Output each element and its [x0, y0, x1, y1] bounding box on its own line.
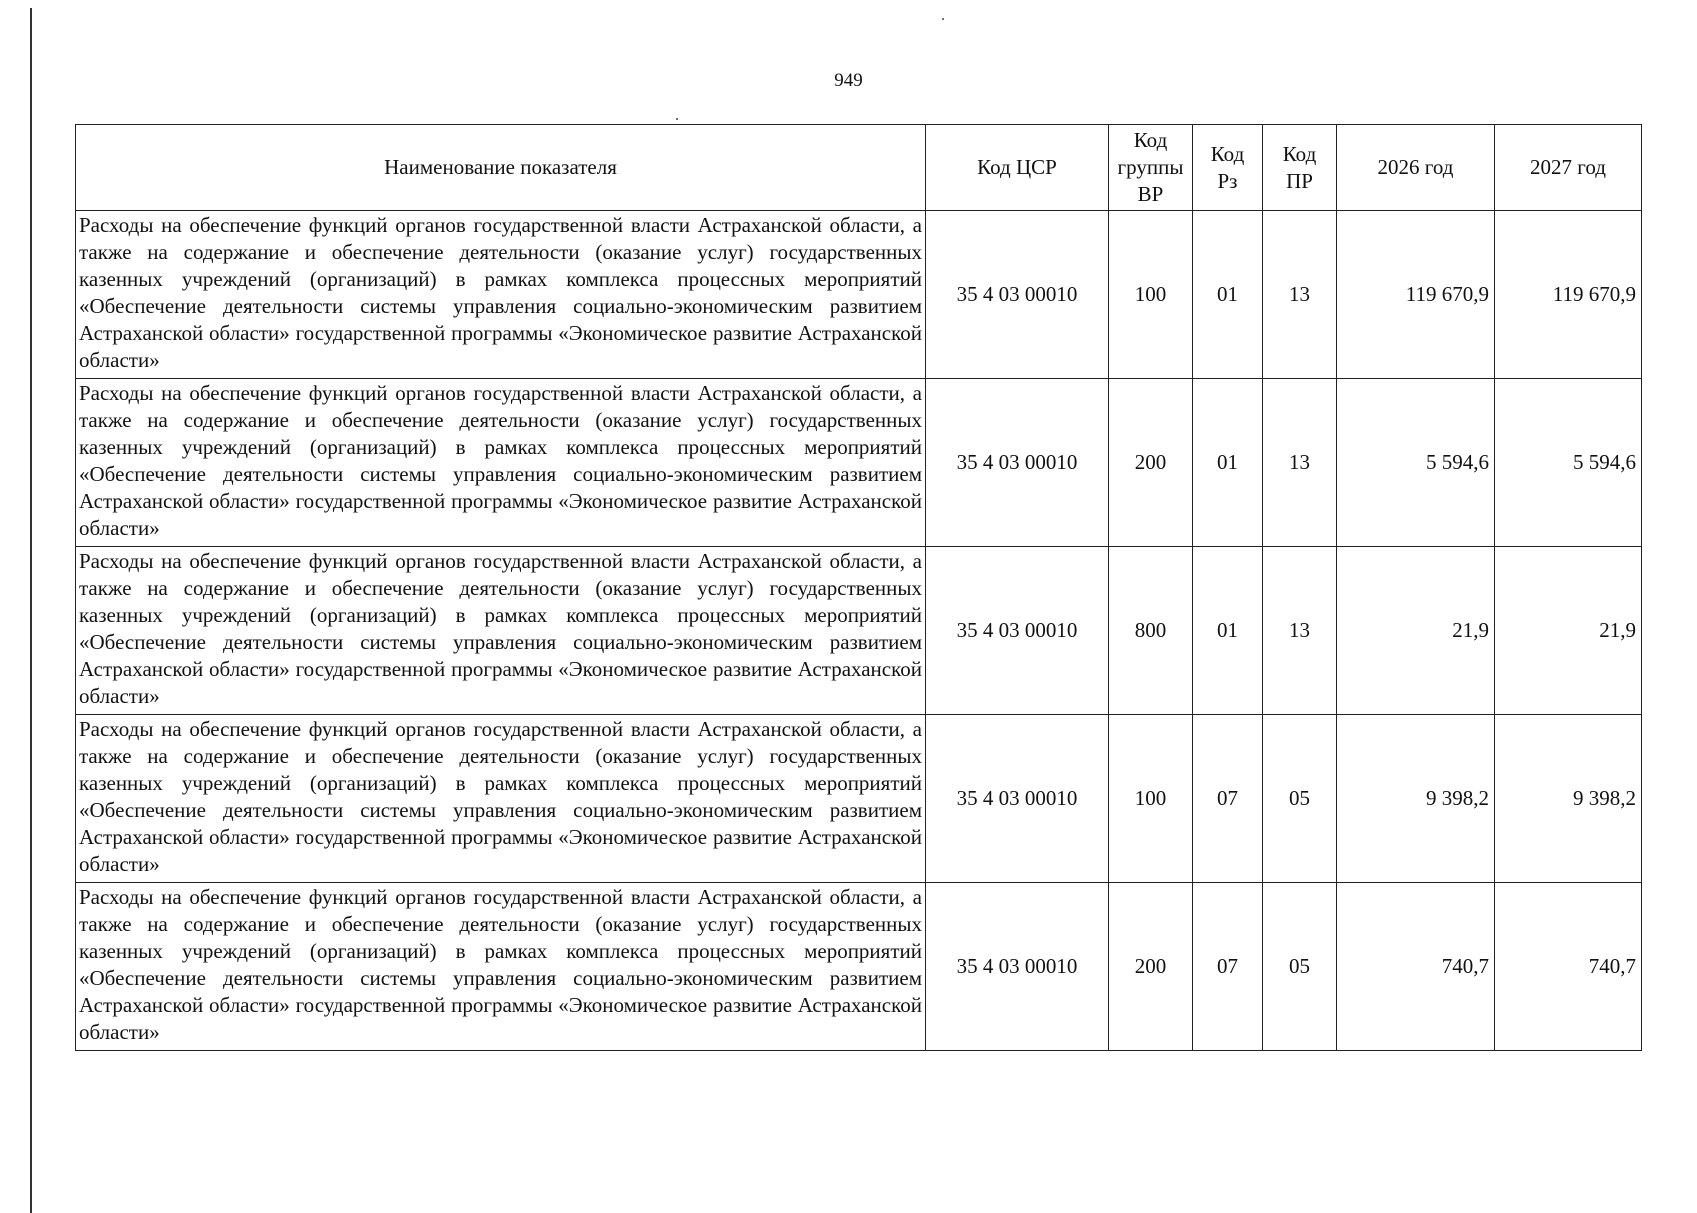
row-vr-code: 800 [1109, 547, 1193, 715]
row-pr-code: 05 [1263, 883, 1337, 1051]
header-name: Наименование показателя [76, 125, 926, 211]
table-row [76, 715, 1642, 883]
row-rz-code: 01 [1193, 211, 1263, 379]
row-csr-code: 35 4 03 00010 [926, 379, 1109, 547]
row-amount-2027: 21,9 [1495, 547, 1642, 715]
header-year-2026: 2026 год [1337, 125, 1495, 211]
row-pr-code: 13 [1263, 547, 1337, 715]
budget-table [75, 124, 1642, 1051]
row-csr-code: 35 4 03 00010 [926, 547, 1109, 715]
row-vr-code: 100 [1109, 715, 1193, 883]
row-amount-2027: 9 398,2 [1495, 715, 1642, 883]
row-rz-code: 01 [1193, 379, 1263, 547]
header-rz-code [1193, 125, 1263, 211]
header-vr-line2: группы [1117, 155, 1184, 179]
row-csr-code: 35 4 03 00010 [926, 883, 1109, 1051]
row-csr-code: 35 4 03 00010 [926, 715, 1109, 883]
row-amount-2026: 9 398,2 [1337, 715, 1495, 883]
row-amount-2026: 119 670,9 [1337, 211, 1495, 379]
row-name: Расходы на обеспечение функций органов государственной власти Астраханской области, а также на содержание и обеспечение деятельности (оказание услуг) государственных казенных учреждений (организаций) в рамках комплекса процессных мероприятий «Обеспечение деятельности системы управления социально-экономическим развитием Астраханской области» государственной программы «Экономическое развитие Астраханской области» [76, 883, 926, 1051]
row-amount-2027: 740,7 [1495, 883, 1642, 1051]
table-header-row [76, 125, 1642, 211]
header-vr-line1: Код [1133, 128, 1168, 152]
row-amount-2026: 5 594,6 [1337, 379, 1495, 547]
row-rz-code: 01 [1193, 547, 1263, 715]
table-row [76, 547, 1642, 715]
header-rz-line1: Код [1210, 141, 1245, 166]
table-row [76, 211, 1642, 379]
row-name: Расходы на обеспечение функций органов государственной власти Астраханской области, а также на содержание и обеспечение деятельности (оказание услуг) государственных казенных учреждений (организаций) в рамках комплекса процессных мероприятий «Обеспечение деятельности системы управления социально-экономическим развитием Астраханской области» государственной программы «Экономическое развитие Астраханской области» [76, 379, 926, 547]
row-csr-code: 35 4 03 00010 [926, 211, 1109, 379]
header-rz-line2: Рз [1217, 168, 1238, 193]
header-vr-code [1109, 125, 1193, 211]
row-pr-code: 13 [1263, 379, 1337, 547]
header-pr-line1: Код [1282, 141, 1317, 166]
header-csr-code: Код ЦСР [926, 125, 1109, 211]
scan-speck [676, 118, 678, 120]
header-year-2027: 2027 год [1495, 125, 1642, 211]
scan-speck [942, 18, 944, 20]
row-amount-2027: 119 670,9 [1495, 211, 1642, 379]
row-amount-2026: 21,9 [1337, 547, 1495, 715]
table-row [76, 379, 1642, 547]
row-amount-2026: 740,7 [1337, 883, 1495, 1051]
binding-margin-line [30, 8, 32, 1213]
header-pr-code [1263, 125, 1337, 211]
row-rz-code: 07 [1193, 715, 1263, 883]
header-vr-line3: ВР [1137, 182, 1164, 206]
row-name: Расходы на обеспечение функций органов государственной власти Астраханской области, а также на содержание и обеспечение деятельности (оказание услуг) государственных казенных учреждений (организаций) в рамках комплекса процессных мероприятий «Обеспечение деятельности системы управления социально-экономическим развитием Астраханской области» государственной программы «Экономическое развитие Астраханской области» [76, 715, 926, 883]
table-row [76, 883, 1642, 1051]
row-name: Расходы на обеспечение функций органов государственной власти Астраханской области, а также на содержание и обеспечение деятельности (оказание услуг) государственных казенных учреждений (организаций) в рамках комплекса процессных мероприятий «Обеспечение деятельности системы управления социально-экономическим развитием Астраханской области» государственной программы «Экономическое развитие Астраханской области» [76, 547, 926, 715]
row-vr-code: 200 [1109, 883, 1193, 1051]
row-vr-code: 200 [1109, 379, 1193, 547]
page-number: 949 [834, 70, 863, 91]
row-name: Расходы на обеспечение функций органов государственной власти Астраханской области, а также на содержание и обеспечение деятельности (оказание услуг) государственных казенных учреждений (организаций) в рамках комплекса процессных мероприятий «Обеспечение деятельности системы управления социально-экономическим развитием Астраханской области» государственной программы «Экономическое развитие Астраханской области» [76, 211, 926, 379]
row-amount-2027: 5 594,6 [1495, 379, 1642, 547]
row-pr-code: 05 [1263, 715, 1337, 883]
row-pr-code: 13 [1263, 211, 1337, 379]
header-pr-line2: ПР [1286, 168, 1313, 193]
row-rz-code: 07 [1193, 883, 1263, 1051]
row-vr-code: 100 [1109, 211, 1193, 379]
